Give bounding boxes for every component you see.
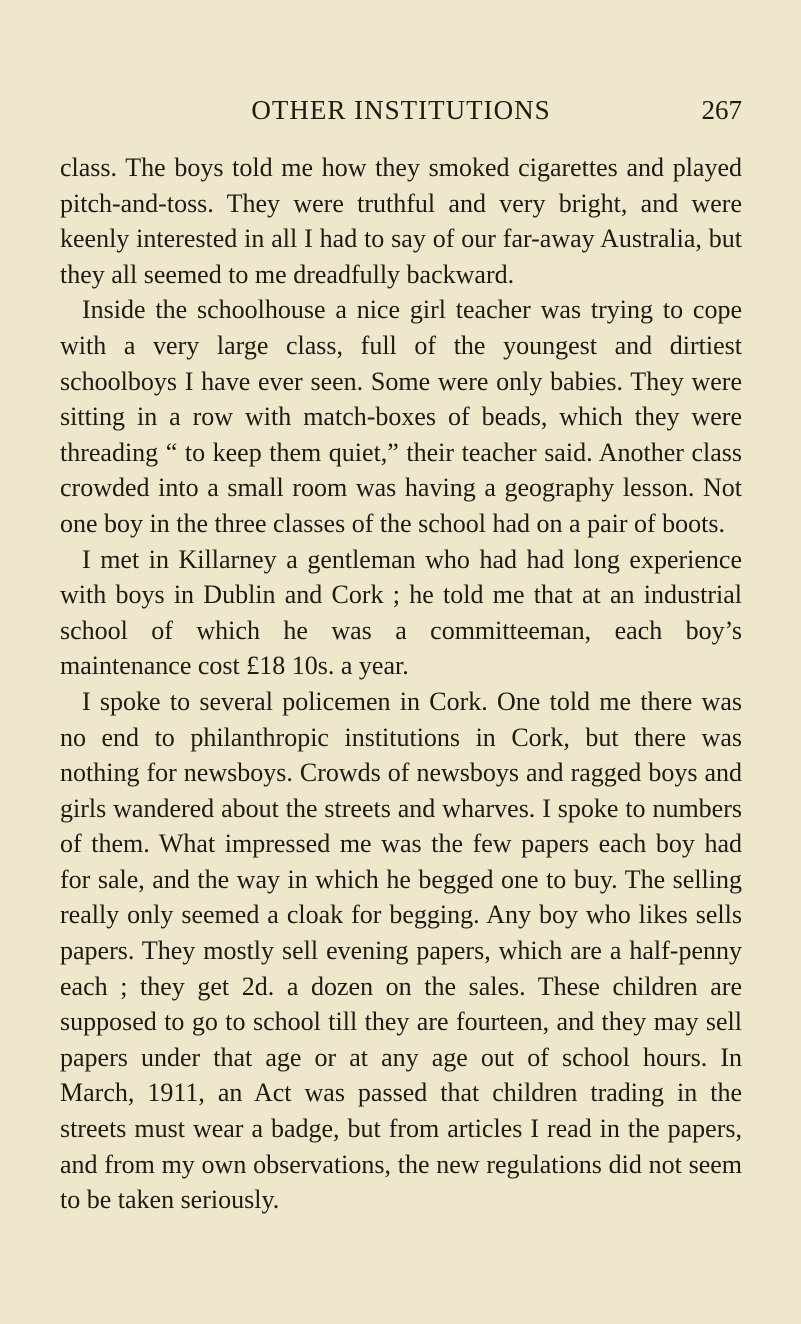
page-number: 267 [701,95,742,125]
paragraph-schoolhouse: Inside the schoolhouse a nice girl teacher was trying to cope with a very large class, full of the youngest and dirtiest schoolboys I have ever seen. Some were only babies. They were sitting in a row with match-boxes of beads, which they were threading “ to keep them quiet,” their teacher said. Another class crowded into a small room was having a geography lesson. Not one boy in the three classes of the school had on a pair of boots. [60,295,742,538]
paragraph-killarney: I met in Killarney a gentleman who had had long experience with boys in Dublin and Cork ; he told me that at an industrial school of which he was a committeeman, each boy’s maintenance cost £18 10s. a year. [60,544,742,681]
paragraph-newsboys: I spoke to several policemen in Cork. One told me there was no end to philanthropic institutions in Cork, but there was nothing for newsboys. Crowds of newsboys and ragged boys and girls wandered about the streets and wharves. I spoke to numbers of them. What impressed me was the few papers each boy had for sale, and the way in which he begged one to buy. The selling really only seemed a cloak for begging. Any boy who likes sells papers. They mostly sell evening papers, which are a half-penny each ; they get 2d. a dozen on the sales. These children are supposed to go to school till they are fourteen, and they may sell papers under that age or at any age out of school hours. In March, 1911, an Act was passed that children trading in the streets must wear a badge, but from articles I read in the papers, and from my own observations, the new regulations did not seem to be taken seriously. [60,686,742,1215]
body-text [60,150,742,1218]
running-title: OTHER INSTITUTIONS [251,95,551,125]
running-head [60,90,742,130]
paragraph-continued: class. The boys told me how they smoked cigarettes and played pitch-and-toss. They were truthful and very bright, and were keenly interested in all I had to say of our far-away Australia, but they all seemed to me dreadfully backward. [60,153,742,289]
